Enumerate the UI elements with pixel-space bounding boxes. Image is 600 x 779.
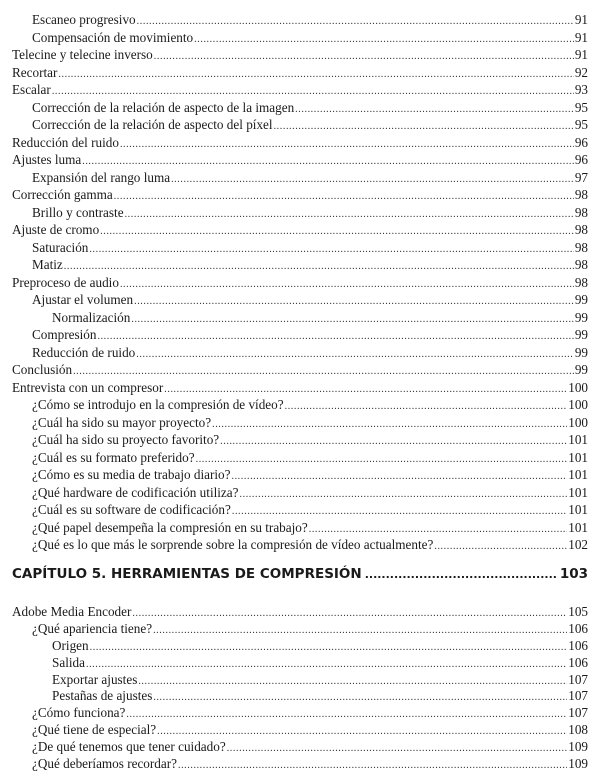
entry-page: 101 bbox=[568, 502, 588, 517]
entry-title: Conclusión bbox=[12, 362, 73, 377]
toc-entry bbox=[0, 134, 600, 152]
entry-title: Ajustes luma bbox=[12, 152, 82, 167]
entry-page: 92 bbox=[574, 64, 588, 80]
entry-page: 100 bbox=[568, 397, 588, 412]
entry-title: Compresión bbox=[32, 327, 97, 342]
entry-page: 106 bbox=[568, 654, 588, 670]
dot-leader bbox=[212, 416, 567, 434]
toc-entry bbox=[0, 396, 600, 414]
toc-entry bbox=[0, 722, 600, 739]
toc-section-1 bbox=[0, 11, 600, 554]
entry-title: ¿Qué es lo que más le sorprende sobre la compresión de vídeo actualmente? bbox=[32, 537, 434, 552]
entry-title: Reducción de ruido bbox=[32, 344, 136, 360]
toc-section-2 bbox=[0, 604, 600, 773]
dot-leader bbox=[58, 66, 573, 84]
entry-title: Brillo y contraste bbox=[32, 204, 124, 220]
dot-leader bbox=[120, 276, 574, 294]
entry-page: 96 bbox=[574, 152, 588, 167]
entry-page: 98 bbox=[574, 222, 588, 237]
entry-title: Salida bbox=[52, 654, 85, 670]
dot-leader bbox=[90, 640, 568, 657]
entry-page: 98 bbox=[574, 274, 588, 290]
entry-title: Exportar ajustes bbox=[52, 671, 138, 687]
dot-leader bbox=[295, 101, 574, 119]
dot-leader bbox=[434, 538, 567, 556]
entry-title: Escalar bbox=[12, 82, 51, 97]
entry-page: 98 bbox=[574, 204, 588, 220]
toc-entry bbox=[0, 239, 600, 257]
dot-leader bbox=[231, 468, 567, 486]
entry-title: Telecine y telecine inverso bbox=[12, 47, 153, 62]
entry-page: 107 bbox=[568, 705, 588, 721]
entry-title: Corrección gamma bbox=[12, 187, 113, 202]
entry-title: Recortar bbox=[12, 64, 58, 80]
entry-title: Origen bbox=[52, 637, 89, 653]
entry-title: Ajustar el volumen bbox=[32, 292, 134, 307]
toc-entry bbox=[0, 274, 600, 292]
toc-entry bbox=[0, 221, 600, 239]
toc-entry bbox=[0, 756, 600, 773]
entry-page: 96 bbox=[574, 134, 588, 150]
dot-leader bbox=[153, 623, 567, 640]
toc-entry bbox=[0, 449, 600, 467]
toc-entry bbox=[0, 29, 600, 47]
entry-page: 99 bbox=[574, 292, 588, 307]
entry-page: 106 bbox=[568, 620, 588, 636]
toc-entry bbox=[0, 688, 600, 705]
entry-title: Matiz bbox=[32, 257, 63, 272]
dot-leader bbox=[97, 328, 573, 346]
toc-entry bbox=[0, 204, 600, 222]
entry-title: Pestañas de ajustes bbox=[52, 688, 153, 704]
entry-page: 98 bbox=[574, 239, 588, 255]
toc-entry bbox=[0, 414, 600, 432]
toc-entry bbox=[0, 291, 600, 309]
dot-leader bbox=[100, 223, 574, 241]
toc-entry bbox=[0, 186, 600, 204]
entry-title: ¿Cómo es su media de trabajo diario? bbox=[32, 467, 231, 482]
entry-page: 109 bbox=[568, 739, 588, 755]
toc-entry bbox=[0, 705, 600, 722]
dot-leader bbox=[220, 433, 567, 451]
entry-title: ¿Cuál es su formato preferido? bbox=[32, 449, 195, 465]
toc-entry bbox=[0, 536, 600, 554]
dot-leader bbox=[154, 48, 574, 66]
dot-leader bbox=[89, 241, 573, 259]
toc-entry bbox=[0, 46, 600, 64]
entry-page: 101 bbox=[568, 519, 588, 535]
dot-leader bbox=[196, 451, 568, 469]
entry-title: ¿Cuál ha sido su proyecto favorito? bbox=[32, 432, 220, 447]
entry-page: 93 bbox=[574, 82, 588, 97]
dot-leader bbox=[120, 136, 574, 154]
entry-title: ¿Qué deberíamos recordar? bbox=[32, 756, 177, 772]
dot-leader bbox=[227, 741, 568, 758]
entry-title: Ajuste de cromo bbox=[12, 222, 100, 237]
entry-title: Preproceso de audio bbox=[12, 274, 119, 290]
dot-leader bbox=[114, 188, 574, 206]
dot-leader bbox=[125, 206, 574, 224]
entry-title: ¿Cómo se introdujo en la compresión de vídeo? bbox=[32, 397, 284, 412]
toc-entry bbox=[0, 672, 600, 689]
toc-entry bbox=[0, 484, 600, 502]
entry-title: Compensación de movimiento bbox=[32, 29, 194, 45]
toc-entry bbox=[0, 326, 600, 344]
entry-title: Escaneo progresivo bbox=[32, 12, 136, 27]
entry-page: 101 bbox=[568, 449, 588, 465]
toc-entry bbox=[0, 621, 600, 638]
dot-leader bbox=[171, 171, 574, 189]
toc-entry bbox=[0, 519, 600, 537]
dot-leader bbox=[153, 690, 567, 707]
entry-title: ¿Qué hardware de codificación utiliza? bbox=[32, 484, 239, 500]
entry-page: 108 bbox=[568, 722, 588, 738]
toc-entry bbox=[0, 11, 600, 29]
entry-title: ¿De qué tenemos que tener cuidado? bbox=[32, 739, 226, 755]
dot-leader bbox=[126, 707, 567, 724]
entry-title: ¿Qué tiene de especial? bbox=[32, 722, 157, 738]
toc-entry bbox=[0, 638, 600, 655]
entry-page: 102 bbox=[568, 537, 588, 552]
toc-entry bbox=[0, 169, 600, 187]
dot-leader bbox=[240, 486, 568, 504]
entry-page: 97 bbox=[574, 169, 588, 185]
toc-entry bbox=[0, 739, 600, 756]
entry-page: 98 bbox=[574, 187, 588, 202]
entry-page: 101 bbox=[568, 467, 588, 482]
entry-page: 99 bbox=[574, 362, 588, 377]
toc-entry bbox=[0, 466, 600, 484]
entry-page: 99 bbox=[574, 344, 588, 360]
entry-title: Adobe Media Encoder bbox=[12, 604, 132, 619]
entry-page: 99 bbox=[574, 309, 588, 325]
entry-page: 106 bbox=[568, 637, 588, 653]
entry-title: ¿Qué papel desempeña la compresión en su trabajo? bbox=[32, 519, 308, 535]
dot-leader bbox=[138, 674, 567, 691]
entry-page: 91 bbox=[574, 29, 588, 45]
toc-entry bbox=[0, 344, 600, 362]
toc-entry bbox=[0, 64, 600, 82]
toc-entry bbox=[0, 309, 600, 327]
dot-leader bbox=[131, 311, 573, 329]
chapter-heading bbox=[12, 566, 588, 582]
toc-entry bbox=[0, 116, 600, 134]
toc-entry bbox=[0, 256, 600, 274]
dot-leader bbox=[274, 118, 574, 136]
dot-leader bbox=[132, 606, 567, 623]
toc-entry bbox=[0, 151, 600, 169]
entry-page: 105 bbox=[568, 604, 588, 619]
entry-title: Corrección de la relación de aspecto de la imagen bbox=[32, 99, 295, 115]
toc-entry bbox=[0, 604, 600, 621]
entry-page: 91 bbox=[574, 47, 588, 62]
dot-leader bbox=[365, 568, 557, 581]
entry-page: 107 bbox=[568, 671, 588, 687]
entry-page: 95 bbox=[574, 117, 588, 132]
dot-leader bbox=[178, 758, 567, 775]
dot-leader bbox=[194, 31, 574, 49]
entry-page: 91 bbox=[574, 12, 588, 27]
entry-title: Entrevista con un compresor bbox=[12, 379, 164, 395]
toc-entry bbox=[0, 431, 600, 449]
entry-page: 101 bbox=[568, 432, 588, 447]
entry-page: 109 bbox=[568, 756, 588, 772]
entry-title: Normalización bbox=[52, 309, 131, 325]
dot-leader bbox=[137, 13, 574, 31]
entry-title: Corrección de la relación de aspecto del píxel bbox=[32, 117, 273, 132]
entry-title: ¿Cuál es su software de codificación? bbox=[32, 502, 231, 517]
entry-page: 100 bbox=[568, 414, 588, 430]
chapter-title: CAPÍTULO 5. HERRAMIENTAS DE COMPRESIÓN bbox=[12, 566, 362, 582]
entry-title: Reducción del ruido bbox=[12, 134, 119, 150]
toc-entry bbox=[0, 655, 600, 672]
entry-title: ¿Cómo funciona? bbox=[32, 705, 126, 721]
entry-page: 101 bbox=[568, 484, 588, 500]
entry-page: 95 bbox=[574, 99, 588, 115]
entry-page: 100 bbox=[568, 379, 588, 395]
dot-leader bbox=[136, 346, 574, 364]
dot-leader bbox=[134, 293, 574, 311]
dot-leader bbox=[86, 657, 567, 674]
entry-title: Saturación bbox=[32, 239, 89, 255]
entry-title: ¿Cuál ha sido su mayor proyecto? bbox=[32, 414, 212, 430]
chapter-page: 103 bbox=[559, 566, 588, 582]
entry-title: ¿Qué apariencia tiene? bbox=[32, 620, 153, 636]
entry-title: Expansión del rango luma bbox=[32, 169, 171, 185]
toc-entry bbox=[0, 361, 600, 379]
toc-entry bbox=[0, 379, 600, 397]
entry-page: 107 bbox=[568, 688, 588, 704]
entry-page: 99 bbox=[574, 327, 588, 342]
dot-leader bbox=[285, 398, 568, 416]
entry-page: 98 bbox=[574, 257, 588, 272]
toc-entry bbox=[0, 81, 600, 99]
toc-entry bbox=[0, 501, 600, 519]
dot-leader bbox=[64, 258, 574, 276]
toc-entry bbox=[0, 99, 600, 117]
